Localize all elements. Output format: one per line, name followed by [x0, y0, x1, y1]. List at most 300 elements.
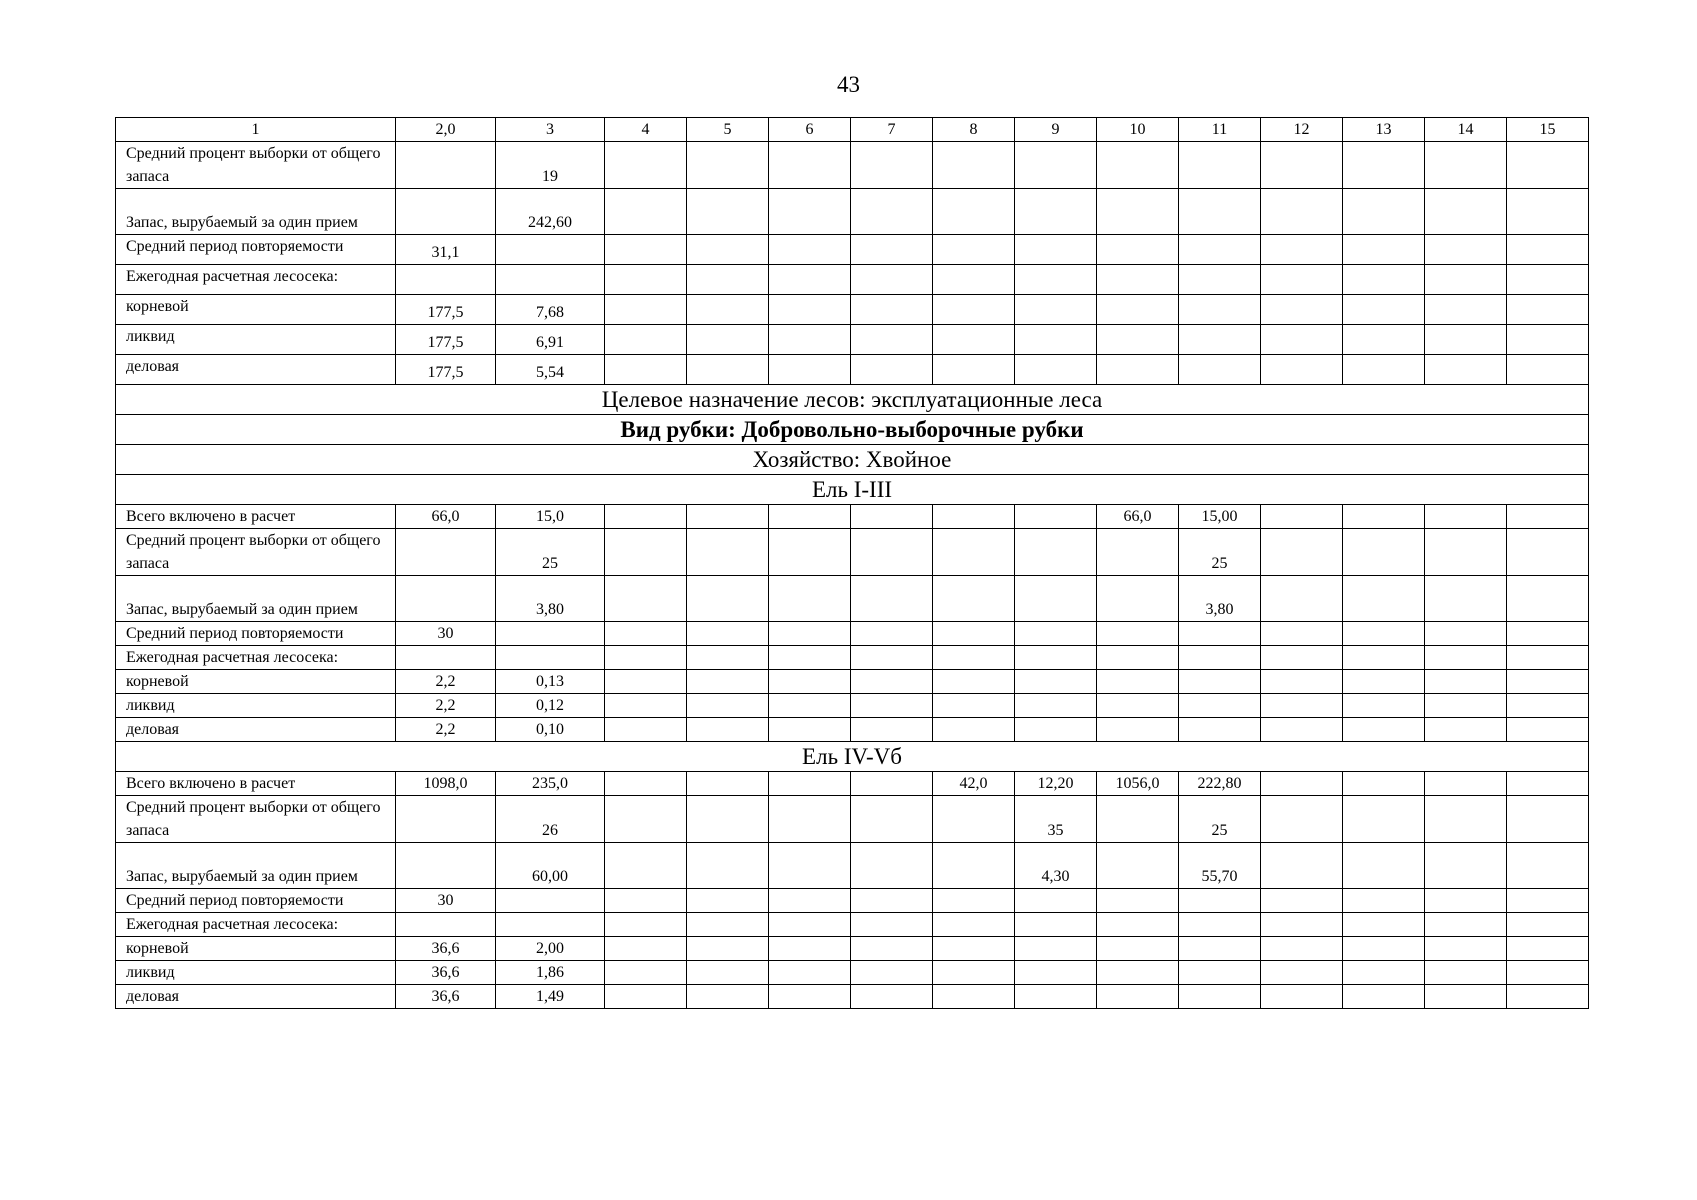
value-cell	[605, 937, 687, 961]
value-cell	[1179, 235, 1261, 265]
value-cell	[851, 889, 933, 913]
value-cell	[1097, 670, 1179, 694]
value-cell	[933, 961, 1015, 985]
row-label: Средний процент выборки от общего запаса	[116, 796, 396, 843]
value-cell: 31,1	[396, 235, 496, 265]
table-row	[116, 622, 1589, 646]
value-cell	[605, 265, 687, 295]
table-row	[116, 843, 1589, 889]
value-cell	[851, 295, 933, 325]
value-cell	[1097, 913, 1179, 937]
value-cell	[1015, 937, 1097, 961]
value-cell: 25	[1179, 796, 1261, 843]
value-cell	[933, 718, 1015, 742]
value-cell	[1507, 355, 1589, 385]
value-cell	[1343, 295, 1425, 325]
value-cell	[496, 889, 605, 913]
column-number-cell: 4	[605, 118, 687, 142]
section-heading: Ель IV-Vб	[116, 742, 1589, 772]
value-cell	[769, 355, 851, 385]
value-cell: 19	[496, 142, 605, 189]
value-cell	[1261, 622, 1343, 646]
value-cell: 2,2	[396, 670, 496, 694]
value-cell	[851, 937, 933, 961]
value-cell	[933, 189, 1015, 235]
value-cell: 30	[396, 622, 496, 646]
value-cell	[1261, 843, 1343, 889]
value-cell	[1343, 913, 1425, 937]
value-cell	[769, 796, 851, 843]
value-cell	[851, 189, 933, 235]
value-cell	[1179, 622, 1261, 646]
value-cell	[1261, 505, 1343, 529]
value-cell	[1343, 646, 1425, 670]
value-cell	[1179, 913, 1261, 937]
value-cell	[687, 796, 769, 843]
value-cell	[605, 772, 687, 796]
column-number-cell: 7	[851, 118, 933, 142]
value-cell	[396, 913, 496, 937]
value-cell	[1261, 961, 1343, 985]
value-cell: 66,0	[1097, 505, 1179, 529]
value-cell	[851, 694, 933, 718]
value-cell	[1343, 889, 1425, 913]
value-cell	[1507, 646, 1589, 670]
value-cell	[1425, 913, 1507, 937]
value-cell	[1097, 265, 1179, 295]
column-number-cell: 15	[1507, 118, 1589, 142]
value-cell	[851, 325, 933, 355]
value-cell	[1097, 646, 1179, 670]
value-cell	[769, 505, 851, 529]
value-cell	[1097, 985, 1179, 1009]
value-cell	[1015, 295, 1097, 325]
value-cell: 0,13	[496, 670, 605, 694]
value-cell	[933, 355, 1015, 385]
table-row	[116, 355, 1589, 385]
table-row	[116, 772, 1589, 796]
value-cell	[605, 961, 687, 985]
value-cell	[851, 235, 933, 265]
value-cell	[1507, 718, 1589, 742]
value-cell	[605, 235, 687, 265]
value-cell	[1015, 889, 1097, 913]
section-heading: Ель I-III	[116, 475, 1589, 505]
value-cell	[687, 325, 769, 355]
value-cell	[1343, 772, 1425, 796]
value-cell	[1343, 961, 1425, 985]
value-cell	[496, 622, 605, 646]
value-cell	[1425, 937, 1507, 961]
row-label: корневой	[116, 295, 396, 325]
value-cell	[1179, 889, 1261, 913]
row-label: Средний период повторяемости	[116, 622, 396, 646]
value-cell	[687, 529, 769, 576]
value-cell	[933, 694, 1015, 718]
value-cell	[1261, 576, 1343, 622]
value-cell	[1261, 529, 1343, 576]
value-cell	[1507, 189, 1589, 235]
value-cell	[1507, 265, 1589, 295]
row-label: деловая	[116, 355, 396, 385]
value-cell	[1097, 889, 1179, 913]
table-row	[116, 576, 1589, 622]
value-cell	[605, 843, 687, 889]
value-cell	[605, 646, 687, 670]
section-heading: Вид рубки: Добровольно-выборочные рубки	[116, 415, 1589, 445]
column-number-cell: 3	[496, 118, 605, 142]
column-number-cell: 14	[1425, 118, 1507, 142]
value-cell	[1425, 796, 1507, 843]
value-cell	[1179, 142, 1261, 189]
value-cell	[933, 985, 1015, 1009]
value-cell: 25	[1179, 529, 1261, 576]
row-label: ликвид	[116, 694, 396, 718]
value-cell: 177,5	[396, 355, 496, 385]
value-cell	[605, 355, 687, 385]
value-cell	[605, 913, 687, 937]
value-cell	[687, 843, 769, 889]
value-cell	[1097, 576, 1179, 622]
value-cell	[1015, 529, 1097, 576]
table-row	[116, 985, 1589, 1009]
value-cell	[687, 772, 769, 796]
section-heading-row	[116, 475, 1589, 505]
value-cell	[1261, 772, 1343, 796]
value-cell	[933, 670, 1015, 694]
value-cell	[851, 985, 933, 1009]
value-cell	[769, 576, 851, 622]
value-cell	[1261, 913, 1343, 937]
value-cell	[1425, 889, 1507, 913]
value-cell	[1507, 937, 1589, 961]
row-label: деловая	[116, 718, 396, 742]
value-cell	[1343, 694, 1425, 718]
table-row	[116, 718, 1589, 742]
value-cell	[1425, 265, 1507, 295]
column-number-cell: 6	[769, 118, 851, 142]
value-cell	[933, 796, 1015, 843]
value-cell	[933, 913, 1015, 937]
value-cell	[1425, 235, 1507, 265]
value-cell	[687, 718, 769, 742]
value-cell	[851, 142, 933, 189]
value-cell	[1261, 718, 1343, 742]
value-cell	[1097, 937, 1179, 961]
value-cell	[1015, 265, 1097, 295]
value-cell: 242,60	[496, 189, 605, 235]
value-cell	[605, 529, 687, 576]
value-cell	[1179, 694, 1261, 718]
value-cell: 1098,0	[396, 772, 496, 796]
value-cell	[396, 189, 496, 235]
value-cell	[1097, 235, 1179, 265]
value-cell: 6,91	[496, 325, 605, 355]
value-cell	[687, 576, 769, 622]
value-cell	[851, 796, 933, 843]
value-cell	[1015, 985, 1097, 1009]
value-cell: 7,68	[496, 295, 605, 325]
value-cell	[851, 772, 933, 796]
value-cell	[851, 622, 933, 646]
value-cell	[933, 937, 1015, 961]
table-row	[116, 295, 1589, 325]
value-cell	[687, 694, 769, 718]
row-label: Средний процент выборки от общего запаса	[116, 142, 396, 189]
value-cell	[687, 265, 769, 295]
value-cell	[1261, 355, 1343, 385]
value-cell	[605, 189, 687, 235]
table-row	[116, 796, 1589, 843]
value-cell	[769, 646, 851, 670]
section-heading-row	[116, 742, 1589, 772]
value-cell	[769, 913, 851, 937]
value-cell	[605, 295, 687, 325]
page-number: 43	[837, 72, 860, 97]
value-cell: 35	[1015, 796, 1097, 843]
value-cell	[1097, 796, 1179, 843]
value-cell	[1015, 694, 1097, 718]
value-cell	[1015, 718, 1097, 742]
value-cell	[1425, 772, 1507, 796]
value-cell	[1425, 189, 1507, 235]
value-cell	[1261, 694, 1343, 718]
section-heading: Хозяйство: Хвойное	[116, 445, 1589, 475]
column-number-cell: 8	[933, 118, 1015, 142]
value-cell	[1425, 646, 1507, 670]
table-row	[116, 505, 1589, 529]
value-cell	[605, 325, 687, 355]
row-label: Ежегодная расчетная лесосека:	[116, 646, 396, 670]
value-cell	[1507, 622, 1589, 646]
value-cell	[1425, 622, 1507, 646]
value-cell: 66,0	[396, 505, 496, 529]
section-heading: Целевое назначение лесов: эксплуатационные леса	[116, 385, 1589, 415]
value-cell: 42,0	[933, 772, 1015, 796]
value-cell	[496, 265, 605, 295]
value-cell	[605, 694, 687, 718]
row-label: Средний период повторяемости	[116, 889, 396, 913]
value-cell: 36,6	[396, 985, 496, 1009]
value-cell	[1343, 355, 1425, 385]
value-cell	[1097, 325, 1179, 355]
value-cell	[687, 913, 769, 937]
value-cell	[933, 622, 1015, 646]
row-label: Средний процент выборки от общего запаса	[116, 529, 396, 576]
value-cell	[1343, 622, 1425, 646]
value-cell	[1261, 235, 1343, 265]
table-row	[116, 889, 1589, 913]
value-cell: 222,80	[1179, 772, 1261, 796]
value-cell	[1179, 718, 1261, 742]
value-cell	[1179, 265, 1261, 295]
value-cell	[1507, 889, 1589, 913]
value-cell	[851, 646, 933, 670]
value-cell	[396, 576, 496, 622]
value-cell	[1261, 670, 1343, 694]
value-cell	[1507, 295, 1589, 325]
row-label: Ежегодная расчетная лесосека:	[116, 913, 396, 937]
value-cell	[1179, 985, 1261, 1009]
value-cell	[687, 646, 769, 670]
value-cell	[769, 843, 851, 889]
value-cell: 12,20	[1015, 772, 1097, 796]
row-label: Запас, вырубаемый за один прием	[116, 576, 396, 622]
value-cell: 15,0	[496, 505, 605, 529]
value-cell: 60,00	[496, 843, 605, 889]
value-cell	[687, 937, 769, 961]
value-cell	[1425, 529, 1507, 576]
value-cell: 2,2	[396, 694, 496, 718]
value-cell	[769, 889, 851, 913]
row-label: ликвид	[116, 325, 396, 355]
value-cell	[1179, 325, 1261, 355]
table-row	[116, 189, 1589, 235]
value-cell	[769, 295, 851, 325]
table-row	[116, 694, 1589, 718]
value-cell	[1015, 646, 1097, 670]
value-cell: 26	[496, 796, 605, 843]
column-number-cell: 10	[1097, 118, 1179, 142]
value-cell	[1097, 142, 1179, 189]
row-label: ликвид	[116, 961, 396, 985]
value-cell: 3,80	[496, 576, 605, 622]
row-label: корневой	[116, 937, 396, 961]
value-cell	[1425, 694, 1507, 718]
row-label: Ежегодная расчетная лесосека:	[116, 265, 396, 295]
value-cell	[496, 913, 605, 937]
value-cell	[1179, 670, 1261, 694]
value-cell	[1507, 325, 1589, 355]
value-cell: 36,6	[396, 937, 496, 961]
value-cell	[605, 985, 687, 1009]
value-cell	[1507, 961, 1589, 985]
table-row	[116, 265, 1589, 295]
value-cell	[1261, 985, 1343, 1009]
value-cell	[851, 265, 933, 295]
value-cell	[1507, 670, 1589, 694]
value-cell	[396, 529, 496, 576]
value-cell	[687, 295, 769, 325]
row-label: деловая	[116, 985, 396, 1009]
value-cell	[1015, 355, 1097, 385]
value-cell	[687, 355, 769, 385]
value-cell	[1343, 718, 1425, 742]
value-cell	[933, 142, 1015, 189]
table-row	[116, 142, 1589, 189]
value-cell	[851, 505, 933, 529]
value-cell: 15,00	[1179, 505, 1261, 529]
value-cell: 235,0	[496, 772, 605, 796]
value-cell	[1015, 505, 1097, 529]
value-cell	[769, 961, 851, 985]
value-cell	[687, 889, 769, 913]
value-cell	[933, 505, 1015, 529]
value-cell	[1343, 529, 1425, 576]
value-cell	[769, 235, 851, 265]
value-cell	[769, 985, 851, 1009]
value-cell	[687, 235, 769, 265]
value-cell: 0,10	[496, 718, 605, 742]
value-cell	[1343, 985, 1425, 1009]
value-cell	[851, 576, 933, 622]
value-cell	[1343, 505, 1425, 529]
value-cell	[1507, 694, 1589, 718]
value-cell: 177,5	[396, 325, 496, 355]
value-cell	[933, 529, 1015, 576]
value-cell	[396, 142, 496, 189]
value-cell: 5,54	[496, 355, 605, 385]
value-cell	[851, 355, 933, 385]
value-cell: 1,49	[496, 985, 605, 1009]
value-cell	[1261, 189, 1343, 235]
value-cell	[769, 529, 851, 576]
value-cell	[1015, 961, 1097, 985]
value-cell	[396, 843, 496, 889]
value-cell	[1425, 718, 1507, 742]
value-cell	[1343, 843, 1425, 889]
value-cell	[1343, 325, 1425, 355]
column-number-cell: 12	[1261, 118, 1343, 142]
value-cell	[1261, 325, 1343, 355]
value-cell	[851, 670, 933, 694]
value-cell	[687, 985, 769, 1009]
section-heading-row	[116, 445, 1589, 475]
column-number-cell: 13	[1343, 118, 1425, 142]
value-cell: 36,6	[396, 961, 496, 985]
value-cell: 177,5	[396, 295, 496, 325]
value-cell	[769, 670, 851, 694]
value-cell	[605, 889, 687, 913]
value-cell	[396, 646, 496, 670]
value-cell	[851, 843, 933, 889]
value-cell	[1179, 189, 1261, 235]
value-cell	[933, 235, 1015, 265]
row-label: Средний период повторяемости	[116, 235, 396, 265]
value-cell	[1015, 325, 1097, 355]
value-cell	[1261, 889, 1343, 913]
column-number-cell: 2,0	[396, 118, 496, 142]
value-cell	[851, 529, 933, 576]
column-number-cell: 1	[116, 118, 396, 142]
value-cell	[1097, 189, 1179, 235]
value-cell	[1261, 796, 1343, 843]
table-row	[116, 937, 1589, 961]
value-cell	[1507, 235, 1589, 265]
value-cell	[396, 796, 496, 843]
value-cell	[1097, 961, 1179, 985]
value-cell	[605, 796, 687, 843]
value-cell	[1507, 913, 1589, 937]
value-cell	[1425, 295, 1507, 325]
value-cell	[1507, 985, 1589, 1009]
value-cell	[1015, 576, 1097, 622]
value-cell	[1343, 576, 1425, 622]
value-cell	[1343, 189, 1425, 235]
value-cell	[1097, 718, 1179, 742]
value-cell	[769, 142, 851, 189]
column-number-row	[116, 118, 1589, 142]
value-cell	[1179, 937, 1261, 961]
value-cell	[1343, 235, 1425, 265]
row-label: Всего включено в расчет	[116, 505, 396, 529]
value-cell	[1015, 913, 1097, 937]
value-cell	[769, 325, 851, 355]
value-cell	[933, 646, 1015, 670]
value-cell	[933, 325, 1015, 355]
value-cell	[1015, 142, 1097, 189]
value-cell	[769, 622, 851, 646]
